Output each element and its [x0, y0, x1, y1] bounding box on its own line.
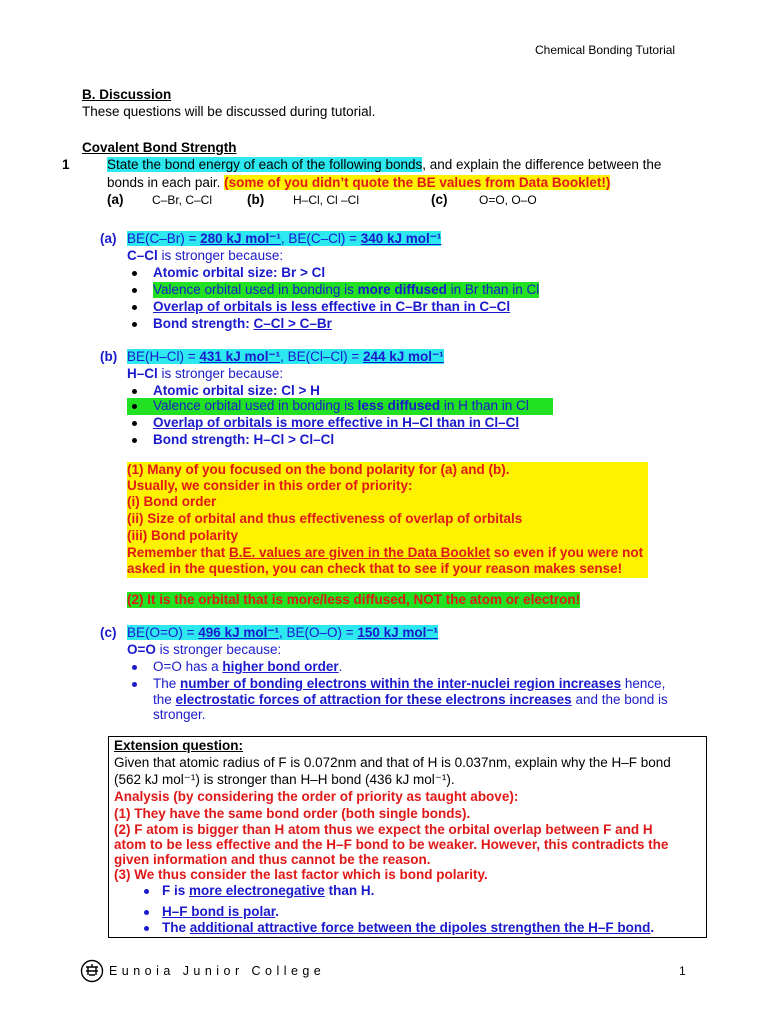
bullet-icon [132, 404, 137, 409]
question-line-2 [107, 175, 610, 191]
ext-line-1: Given that atomic radius of F is 0.072nm and that of H is 0.037nm, explain why the H–F bond [114, 755, 671, 770]
a-be1-value: 280 kJ mol⁻¹ [200, 231, 281, 246]
ext-analysis-2: (1) They have the same bond order (both single bonds). [114, 806, 471, 821]
a-strong-bond: C–Cl [127, 248, 158, 263]
ext-line-2: (562 kJ mol⁻¹) is stronger than H–H bond (436 kJ mol⁻¹). [114, 772, 455, 787]
a-b2-pre: Valence orbital used in bonding is [153, 282, 358, 297]
a-strong-rest: is stronger because: [157, 248, 284, 263]
a-be-sep: , [280, 231, 289, 246]
question-number: 1 [62, 157, 70, 172]
a-b4-value: C–Cl > C–Br [253, 316, 332, 331]
subsection-title: Covalent Bond Strength [82, 140, 237, 155]
bullet-icon [144, 889, 149, 894]
b-be2-prefix: BE(Cl–Cl) = [287, 349, 363, 364]
page-header-title: Chemical Bonding Tutorial [535, 43, 676, 57]
pair-c-text: O=O, O–O [479, 193, 537, 207]
bullet-icon [132, 305, 137, 310]
question-line-1 [107, 157, 661, 173]
note-1-line-1: (1) Many of you focused on the bond polarity for (a) and (b). [127, 462, 510, 477]
bullet-icon [144, 910, 149, 915]
a-be2-prefix: BE(C–Cl) = [288, 231, 361, 246]
b-be1-prefix: BE(H–Cl) = [127, 349, 200, 364]
ext-title: Extension question: [114, 738, 244, 753]
a-bullet-4 [153, 316, 332, 332]
a-bullet-2 [153, 282, 539, 298]
part-c-label: (c) [100, 625, 117, 640]
c-b2-post: hence, [621, 676, 666, 691]
question-line-2-text: bonds in each pair. [107, 175, 225, 190]
b-be2-value: 244 kJ mol⁻¹ [362, 349, 444, 364]
ext-p2-underlined: H–F bond is polar [162, 904, 276, 919]
a-b2-post: in Br than in Cl [446, 282, 540, 297]
ext-p2-post: . [275, 904, 280, 919]
section-intro: These questions will be discussed during tutorial. [82, 104, 376, 119]
b-be1-value: 431 kJ mol⁻¹ [199, 349, 281, 364]
section-title: B. Discussion [82, 87, 172, 102]
question-rest: , and explain the difference between the [422, 157, 662, 172]
c-bullet-2-line-2 [153, 692, 668, 708]
b-b2-post: in H than in Cl [440, 398, 529, 413]
pair-a-label: (a) [107, 192, 124, 207]
c-b2-underlined: number of bonding electrons within the inter-nuclei region increases [180, 676, 622, 691]
c-b1-pre: O=O has a [153, 659, 223, 674]
pair-b-label: (b) [247, 192, 265, 207]
ext-p3-underlined: additional attractive force between the dipoles strengthen the H–F bond [189, 920, 651, 935]
b-bullet-4: Bond strength: H–Cl > Cl–Cl [153, 432, 335, 447]
ext-p1-post: than H. [324, 883, 375, 898]
footer-college-name: E u n o i a J u n i o r C o l l e g e [109, 964, 322, 978]
note-1-l6-post: so even if you were not [490, 545, 644, 560]
bullet-icon [144, 926, 149, 931]
ext-p1-underlined: more electronegative [189, 883, 325, 898]
c-bullet-1 [153, 659, 342, 675]
part-b-stronger [127, 366, 283, 382]
b-bullet-1: Atomic orbital size: Cl > H [153, 383, 320, 398]
part-c-be-line [127, 625, 438, 641]
c-b2-pre: The [153, 676, 181, 691]
c-be2-value: 150 kJ mol⁻¹ [357, 625, 439, 640]
ext-point-2 [162, 904, 279, 920]
college-logo-icon [80, 959, 104, 983]
b-b2-pre: Valence orbital used in bonding is [153, 398, 358, 413]
c-b1-underlined: higher bond order [222, 659, 339, 674]
bullet-icon [132, 389, 137, 394]
bullet-icon [132, 421, 137, 426]
c-strong-rest: is stronger because: [155, 642, 282, 657]
note-1-l6-pre: Remember that [127, 545, 230, 560]
a-bullet-3: Overlap of orbitals is less effective in C–Br than in C–Cl [153, 299, 511, 314]
c-bullet-2-line-3: stronger. [153, 707, 206, 722]
note-1-line-3: (i) Bond order [127, 494, 217, 509]
part-b-be-line [127, 349, 444, 365]
a-bullet-1: Atomic orbital size: Br > Cl [153, 265, 326, 280]
ext-analysis-3: (2) F atom is bigger than H atom thus we expect the orbital overlap between F and H [114, 822, 653, 837]
b-b2-bold: less diffused [357, 398, 441, 413]
c-b2-l2-post: and the bond is [571, 692, 668, 707]
c-be1-prefix: BE(O=O) = [127, 625, 199, 640]
a-b2-bold: more diffused [357, 282, 447, 297]
b-be-sep: , [280, 349, 288, 364]
bullet-icon [132, 438, 137, 443]
b-bullet-2 [153, 398, 529, 414]
ext-p3-post: . [650, 920, 655, 935]
c-b2-l2-pre: the [153, 692, 176, 707]
bullet-icon [132, 271, 137, 276]
note-1-line-7: asked in the question, you can check that to see if your reason makes sense! [127, 561, 623, 576]
pair-a-text: C–Br, C–Cl [152, 193, 213, 207]
a-be2-value: 340 kJ mol⁻¹ [360, 231, 442, 246]
ext-p3-pre: The [162, 920, 190, 935]
c-be1-value: 496 kJ mol⁻¹ [198, 625, 279, 640]
part-c-stronger [127, 642, 281, 658]
c-bullet-2-line-1 [153, 676, 665, 692]
question-note: (some of you didn’t quote the BE values from Data Booklet!) [224, 175, 611, 190]
ext-analysis-4: atom to be less effective and the H–F bond to be weaker. However, this contradicts the [114, 837, 669, 852]
bullet-icon [132, 665, 137, 670]
a-b4-pre: Bond strength: [153, 316, 254, 331]
b-strong-rest: is stronger because: [157, 366, 284, 381]
a-be1-prefix: BE(C–Br) = [127, 231, 201, 246]
part-a-stronger [127, 248, 283, 264]
note-2: (2) It is the orbital that is more/less diffused, NOT the atom or electron! [127, 592, 581, 607]
b-strong-bond: H–Cl [127, 366, 158, 381]
b-bullet-3: Overlap of orbitals is more effective in H–Cl than in Cl–Cl [153, 415, 520, 430]
ext-point-1 [162, 883, 374, 899]
ext-analysis-5: given information and thus cannot be the reason. [114, 852, 431, 867]
c-strong-bond: O=O [127, 642, 156, 657]
ext-p1-pre: F is [162, 883, 190, 898]
ext-analysis-1: Analysis (by considering the order of priority as taught above): [114, 789, 519, 804]
ext-analysis-6: (3) We thus consider the last factor which is bond polarity. [114, 867, 488, 882]
pair-c-label: (c) [431, 192, 448, 207]
note-1-line-5: (iii) Bond polarity [127, 528, 238, 543]
note-1-line-6 [127, 545, 643, 561]
part-b-label: (b) [100, 349, 118, 364]
note-1-l6-underlined: B.E. values are given in the Data Booklet [229, 545, 491, 560]
bullet-icon [132, 288, 137, 293]
ext-point-3 [162, 920, 654, 936]
bullet-icon [132, 682, 137, 687]
bullet-icon [132, 322, 137, 327]
part-a-be-line [127, 231, 441, 247]
part-a-label: (a) [100, 231, 117, 246]
c-be2-prefix: BE(O–O) = [286, 625, 358, 640]
note-1-line-2: Usually, we consider in this order of priority: [127, 478, 413, 493]
footer-page-number: 1 [679, 964, 686, 978]
c-b2-l2-underlined: electrostatic forces of attraction for these electrons increases [175, 692, 572, 707]
question-highlight: State the bond energy of each of the following bonds [107, 157, 423, 172]
note-1-line-4: (ii) Size of orbital and thus effectiveness of overlap of orbitals [127, 511, 523, 526]
c-b1-post: . [338, 659, 343, 674]
pair-b-text: H–Cl, Cl –Cl [293, 193, 360, 207]
c-be-sep: , [278, 625, 287, 640]
